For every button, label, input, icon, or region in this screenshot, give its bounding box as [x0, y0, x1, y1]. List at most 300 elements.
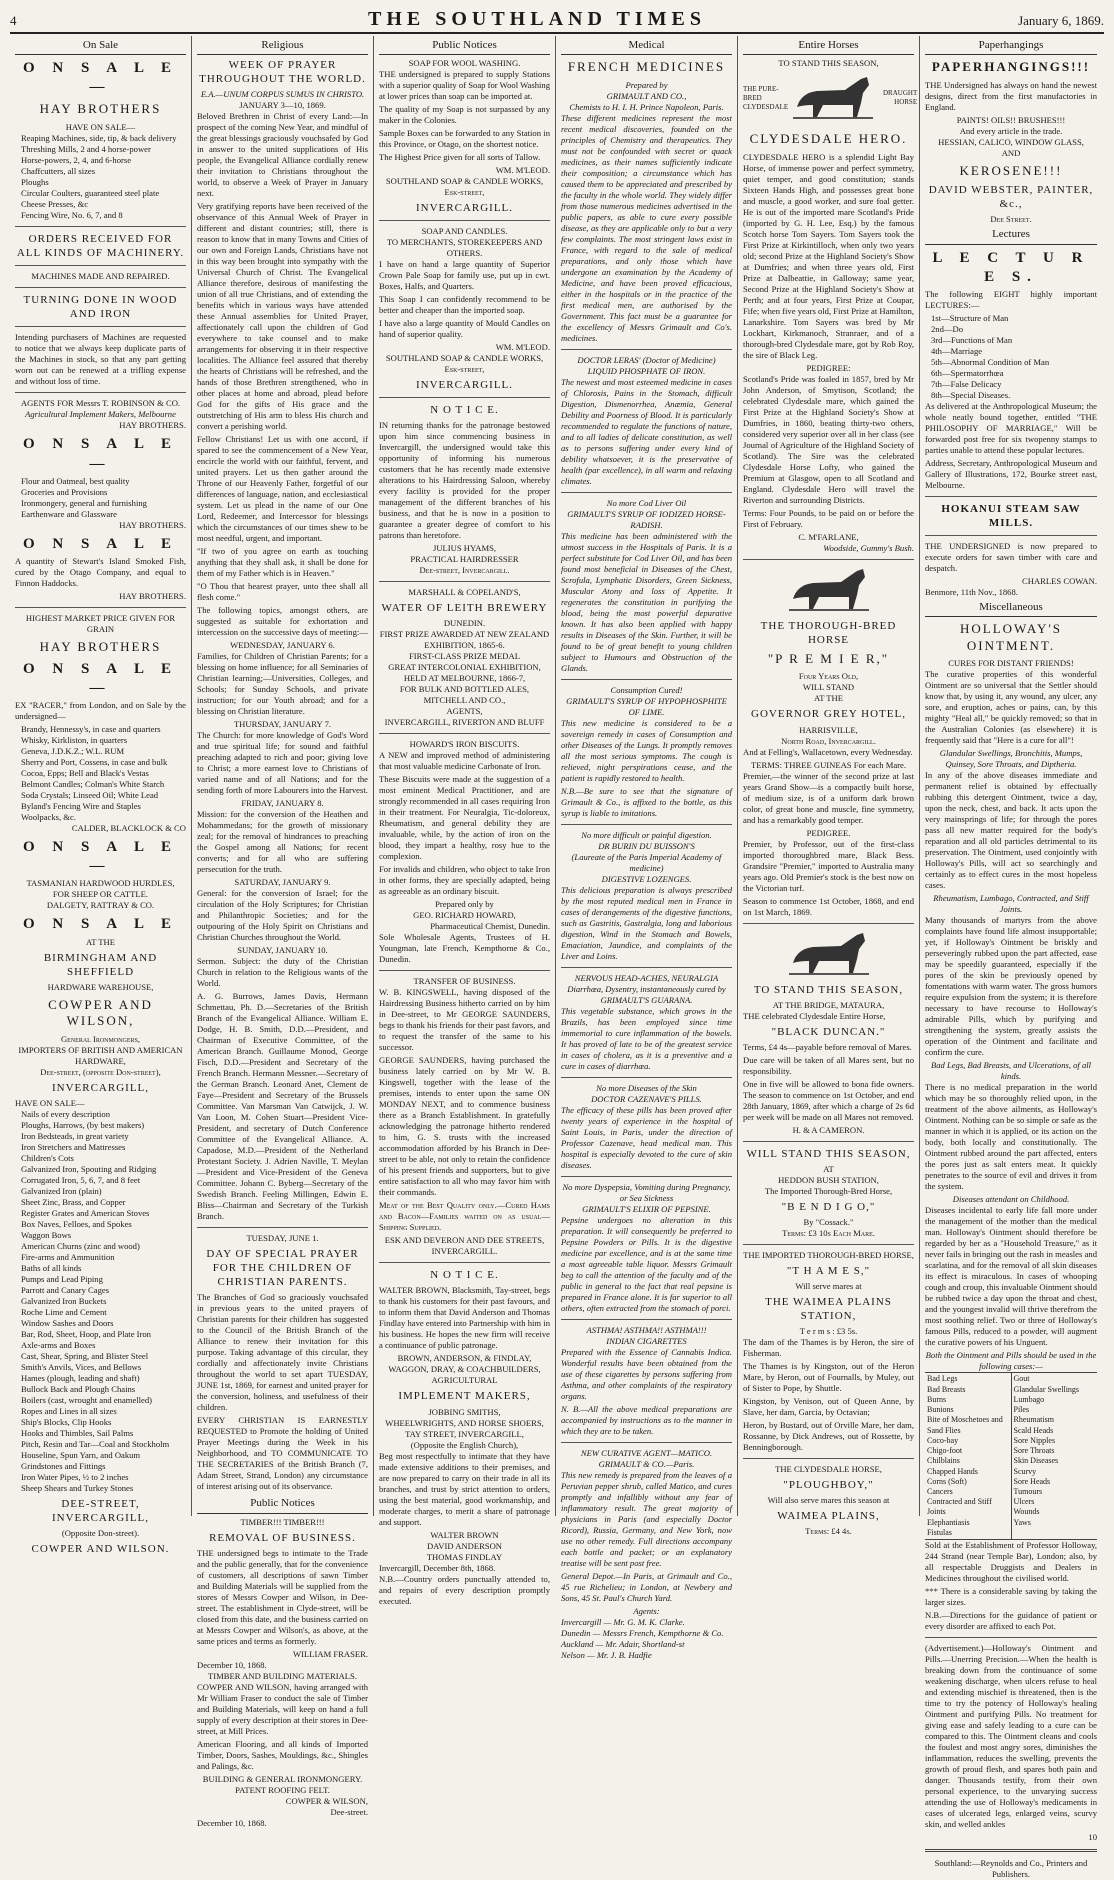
ad-heading: TASMANIAN HARDWOOD HURDLES, — [26, 878, 175, 889]
ad-heading: AGENTS FOR Messrs T. ROBINSON & CO. — [20, 398, 181, 409]
ailment-item: Bad Breasts — [927, 1384, 966, 1394]
list-item: Corrugated Iron, 5, 6, 7, and 8 feet — [21, 1175, 141, 1185]
ad-heading: GOVERNOR GREY HOTEL, — [751, 708, 906, 721]
ad-subtitle: E.A.—UNUM CORPUS SUMUS IN CHRISTO. — [200, 89, 365, 100]
list-item: Flour and Oatmeal, best quality — [21, 475, 130, 486]
horse-name: "PLOUGHBOY," — [783, 1479, 874, 1492]
horse-illustration-icon — [779, 565, 879, 615]
ailment-item: Contracted and Stiff Joints — [927, 1497, 992, 1517]
list-item: Fire-arms and Ammunition — [21, 1252, 115, 1262]
day-heading: FRIDAY, JANUARY 8. — [241, 798, 324, 809]
ad-signoff: DAVID WEBSTER, PAINTER, &c., — [928, 184, 1094, 211]
ad-subtitle: TAY STREET, INVERCARGILL, — [405, 1428, 524, 1439]
list-item: Ploughs, Harrows, (by best makers) — [21, 1120, 145, 1130]
day-text: The Church: for more knowledge of God's Word and true spiritual life; for sound and faithful preaching adapted to rich and poor; giving love to Christ; a more earnest love to Christians of varied name and of all Nations; and for the sending forth of more Labourers into the Harvest. — [197, 730, 368, 796]
medicine-title: DR BURIN DU BUISSON'S — [598, 840, 695, 851]
column-entire-horses — [738, 36, 920, 1537]
ad-text: Terms, £4 4s—payable before removal of Mares. — [743, 1041, 912, 1052]
ad-text: THE celebrated Clydesdale Entire Horse, — [743, 1010, 886, 1021]
ailment-item: Glandular Swellings — [1013, 1384, 1080, 1394]
medicine-subtitle: GRIMAULT & CO.—Paris. — [598, 1458, 695, 1469]
ad-text: Scotland's Pride was foaled in 1857, bred by Mr John Anderson, of Smytison, Scotland; the celebrated Clydesdale mare, which gained the First Prize at the Highland Society's Show at Dumfries, in 1860, beating thirty-two others, considered very superior over all in her class (see Journal of Agriculture of the Highland Society of Scotland). The Sire was the celebrated Clydesdale Horse Lofty, who gained the Premium at Glasgow, open to all Scotland and England. Clydesdale Hero will travel the Riverton and surrounding Districts. — [743, 373, 914, 505]
column-paperhangings — [920, 36, 1102, 1880]
ad-text: The curative properties of this wonderful Ointment are so universal that the Settler should know that, by using it, any wound, any ulcer, any sore, and eruption, aches or pains, can, by this mighty "Heal all," be quickly removed; so that in the Australian Colonies (as elsewhere) it is frequently said that "Here is a cure for all"! — [925, 669, 1097, 746]
medicine-text: This delicious preparation is always prescribed by the most reputed medical men in France in cases of derangements of the digestive functions, such as Gastritis, Gastralgia, long and laborious digestion, Wind in the Stomach and Bowels, Emaciation, Jaundice, and complaints of the Liver and Loins. — [561, 884, 732, 961]
ad-title: TO STAND THIS SEASON, — [753, 983, 904, 996]
ad-subtitle: Woodside, Gummy's Bush. — [823, 542, 914, 553]
day-text: Families, for Children of Christian Parents; for a blessing on home influence; for all Seminaries of Christian learning;—Universities, Colleges, and Schools; for Sunday Schools, and private instruction; for our Youth abroad; and for a blessing on Christian literature. — [197, 651, 368, 717]
ailment-item: Scald Heads — [1013, 1425, 1054, 1435]
ad-subtitle: Will also serve mares this season at — [767, 1495, 890, 1506]
ad-title: N O T I C E. — [430, 1269, 499, 1282]
ad-text: This Soap I can confidently recommend to be better and cheaper than the imported soap. — [379, 294, 550, 316]
horse-name: "P R E M I E R," — [767, 650, 890, 666]
medicine-heading: No more Cod Liver Oil — [606, 497, 687, 508]
ad-title: TO STAND THIS SEASON, — [778, 58, 879, 69]
ad-title: O N S A L E — [23, 535, 178, 552]
column-medical — [556, 36, 738, 1660]
ad-text: Premier,—the winner of the second prize at last years Grand Show—is a compactly built horse, of medium size, is of a uniform dark brown color, of great bone and muscle, fine symmetry, and has a remarkably good temper. — [743, 770, 914, 825]
ad-text: N.B.—Country orders punctually attended to, and repairs of every description promptly executed. — [379, 1573, 550, 1606]
list-item: 1st—Structure of Man — [931, 312, 1009, 323]
medicine-title: NERVOUS HEAD-ACHES, NEURALGIA — [574, 972, 719, 983]
day-heading: WEDNESDAY, JANUARY 6. — [230, 640, 335, 651]
ad-firm: COWPER AND WILSON, — [48, 996, 153, 1029]
medicine-text: This new medicine is considered to be a sovereign remedy in cases of Consumption and other Diseases of the Lungs. It promptly removes all the most serious symptoms. The cough is relieved, night perspirations cease, and the patient is rapidly restored to health. — [561, 717, 732, 783]
ad-subtitle: Dee Street. — [990, 214, 1032, 225]
ad-title: O N S A L E — — [23, 838, 178, 875]
ad-text: Sold at the Establishment of Professor Holloway, 244 Strand (near Temple Bar), London; also, by all respectable Druggists and Dealers in Medicines throughout the civilised world. — [925, 1540, 1097, 1584]
list-item: Earthenware and Glassware — [21, 508, 117, 519]
column-public-notices — [374, 36, 556, 1606]
medicine-title: GRIMAULT'S SYRUP OF HYPOPHOSPHITE OF LIME. — [566, 695, 727, 717]
ad-text: The dam of the Thames is by Heron, the sire of Fisherman. — [743, 1337, 914, 1359]
horse-illustration-icon — [779, 929, 879, 979]
ad-heading: IMPLEMENT MAKERS, — [398, 1390, 531, 1403]
list-item: Byland's Fencing Wire and Staples — [21, 800, 141, 811]
medicine-heading: Consumption Cured! — [610, 684, 683, 695]
signatories: A. G. Burrows, James Davis, Hermann Schmettau, Ph. D.—Secretaries of the British Branch of the Evangelical Alliance. William E. Dodge, H. B. Smith, D.D.—President, and Chairman of Executive Committee, of the American Branch. Guillaume Monod, George Fisch, D.D.—President and Secretary of the French Branch. Hermann Messner.—Secretary of the German Branch. Leonard Anet, Clement de Faye—President and Secretary of the Brussels Committee. Van Marsman Van Catwijck, J. W. Van Loon, M. Cohen Stuart—President Vice-President, and secretary of Dutch Conference Committee of the Evangelical Alliance. A. Capadose, M.D.—President of the Netherland Protestant Society. J. Adrien Naville, T. Meylan—President and Vice-President of the Geneva Committee. Johann C. Byberg—Secretary of the Swedish Branch. Feeling Millingen, Edwin E. Bliss—Chairman and Secretary of the Turkish Branch. — [197, 991, 368, 1222]
article-paragraph: Very gratifying reports have been received of the observance of this Annual Week of Prayer in different and distant countries; still, there is reason to know that in many Towns and Cities of our own and Foreign Lands, Christians have not in this way been brought into sympathy with the Universal Church of Christ. The Evangelical Alliance therefore, desirous of manifesting the union of all true Christians, and of extending the benefits which in various ways have attended these Annual assemblies for United Prayer, affectionately call upon the children of God everywhere to take counsel and to make arrangements for observing it in their respective localities. The Alliance feel assured that thereby the hearts of Christians will be refreshed, and the hands of those Brethren strengthened, who in other places at home and abroad, plead before God for the gifts of His grace and the outstretching of His arm to bless His church and convert a perishing world. — [197, 201, 368, 432]
ad-signoff: WM. M'LEOD. — [495, 342, 550, 353]
ad-subtitle: HAVE ON SALE— — [15, 1098, 85, 1108]
ad-heading: INVERCARGILL. — [415, 202, 514, 215]
list-item: Belmont Candles; Colman's White Starch — [21, 778, 165, 789]
medicine-heading: No more Dyspepsia, Vomiting during Pregnancy, or Sea Sickness — [562, 1181, 731, 1203]
ad-text: One in five will be allowed to bona fide owners. The season to commence on 1st October, and end 28th January, 1869, after which a charge of 2s 6d per week will be made on all Mares not removed. — [743, 1078, 914, 1122]
ad-subtitle: Chemists to H. I. H. Prince Napoleon, Paris. — [569, 101, 724, 112]
ailment-item: Sore Throats — [1013, 1446, 1055, 1456]
ad-text: Many thousands of martyrs from the above complaints have found life almost insupportable; yet, if Holloway's Ointment be briskly and perseveringly rubbed upon the part affected, ease may be speedily guaranteed, especially if the pores of the skin be previously opened by fomentations with warm water. The gross humors require expulsion from the system; it is therefore necessary to have recourse to Holloway's admirable Pills, which by purifying and strengthening the system, greatly assists the operation of the Ointment and facilitate and confirm the cure. — [925, 915, 1097, 1058]
column-header: Public Notices — [379, 36, 550, 55]
ad-signoff: HAY BROTHERS. — [119, 519, 186, 530]
agent-row: Dunedin — Messrs French, Kempthorne & Co. — [561, 1627, 724, 1638]
list-item: Roche Lime and Cement — [21, 1307, 107, 1317]
list-item: Ploughs — [21, 177, 49, 188]
printer-imprint: Southland:—Reynolds and Co., Printers and Publishers. — [934, 1858, 1088, 1880]
list-item: Window Sashes and Doors — [21, 1318, 114, 1328]
ad-number: 10 — [1088, 1832, 1097, 1843]
agent-row: Nelson — Mr. J. B. Hadfie — [561, 1649, 652, 1660]
masthead — [10, 8, 1104, 34]
ad-text: A NEW and improved method of administering that most valuable medicine Carbonate of Iron. — [379, 750, 550, 772]
ad-heading: GREAT INTERCOLONIAL EXHIBITION, — [388, 662, 541, 673]
ailment-item: Gout — [1013, 1374, 1030, 1384]
list-item: Houseline, Spun Yarn, and Oakum — [21, 1450, 141, 1460]
list-item: Sherry and Port, Cossens, in case and bulk — [21, 756, 168, 767]
ad-text: Heron, by Bustard, out of Orville Mare, her dam, Rossanne, by Dick Andrews, out of Rossette, by Benningborough. — [743, 1420, 914, 1453]
ad-heading: INVERCARGILL, — [51, 1081, 150, 1094]
ad-subtitle: FOR SHEEP OR CATTLE. — [52, 889, 149, 900]
ad-heading: THE WAIMEA PLAINS STATION, — [765, 1295, 892, 1323]
ad-heading: HELD AT MELBOURNE, 1866-7, — [403, 673, 526, 684]
ad-heading: T e r m s : £3 5s. — [799, 1326, 858, 1337]
ad-title: TRANSFER OF BUSINESS. — [413, 976, 516, 987]
column-header: On Sale — [15, 36, 186, 55]
ad-heading: SOUTHLAND SOAP & CANDLE WORKS, — [385, 353, 544, 364]
ailment-item: Chigo-foot — [927, 1446, 963, 1456]
ailment-item: Bunions — [927, 1405, 954, 1415]
ad-subtitle: Dee-street, Invercargill. — [419, 565, 510, 576]
medicine-text: Pepsine undergoes no alteration in this preparation. It will consequently be preferred to Pepsine Powders or Pills. It is the digestive medicine par excellence, and is at the same time a most agreeable table liquor. Messrs Grimault beg to call the attention of the faculty and of the public in general to the fact that real pepsine is prepared in France alone. It is far superior to all others, often extracted from the stomach of porci. — [561, 1214, 732, 1313]
ad-subtitle: HAVE ON SALE— — [65, 122, 136, 133]
ailment-item: Lumbago — [1013, 1394, 1045, 1404]
ad-subtitle: And every article in the trade. — [959, 125, 1063, 136]
list-item: Pumps and Lead Piping — [21, 1274, 103, 1284]
list-item: Whisky, Kirkliston, in quarters — [21, 734, 128, 745]
article-paragraph: The Branches of God so graciously vouchsafed in previous years to the united prayers of Christian parents for their children has suggested to the Council of the British Branch of the Alliance to renew their invitation for this purpose. Taking advantage of this circular, they cordially and affectionately invite Christians throughout the world to set apart TUESDAY, JUNE 1st, 1869, for earnest and united prayer for the conversion, holiness, and usefulness of their children. — [197, 1292, 368, 1413]
ad-text: In any of the above diseases immediate and permanent relief is obtained by effectually rubbing this detergent Ointment, twice a day, upon the neck, chest, and back. It acts upon the very mainsprings of life; for through the pores pass all new matter required for the body's reparation and all old particles detrimental to its preservation. The Ointment, used conjointly with Holloway's Pills, will act so searchingly and certainly as to effect cures in the most hopeless cases. — [925, 770, 1097, 891]
ad-heading: BROWN, ANDERSON, & FINDLAY, — [397, 1353, 532, 1364]
medicine-title: INDIAN CIGARETTES — [606, 1335, 687, 1346]
ad-text: The Thames is by Kingston, out of the Heron Mare, by Heron, out of Fournalls, by Muley, out of Sister to Pope, by Shuttle. — [743, 1361, 914, 1394]
list-item: Iron Bedsteads, in great variety — [21, 1131, 129, 1141]
list-item: Bullock Back and Plough Chains — [21, 1384, 136, 1394]
ad-heading: BUILDING & GENERAL IRONMONGERY. — [202, 1773, 363, 1784]
ad-text: Meat of the Best Quality only.—Cured Hams and Bacon—Families waited on as usual—Shipping Supplied. — [379, 1200, 550, 1233]
ad-heading: Rheumatism, Lumbago, Contracted, and Stiff Joints. — [933, 893, 1089, 915]
column-religious — [192, 36, 374, 1828]
ad-heading: Diseases attendant on Childhood. — [952, 1194, 1070, 1205]
medicine-heading: DOCTOR LERAS' (Doctor of Medicine) — [577, 354, 716, 365]
ailment-item: Tumours — [1013, 1487, 1043, 1496]
ad-subtitle: Esk-street, — [444, 364, 485, 375]
medicine-heading: No more Diseases of the Skin — [596, 1082, 697, 1093]
list-item: Groceries and Provisions — [21, 486, 108, 497]
ailment-item: Sore Heads — [1013, 1476, 1051, 1486]
list-item: Cast, Shear, Spring, and Blister Steel — [21, 1351, 149, 1361]
ad-subtitle: AT THE — [813, 693, 844, 704]
list-item: Brandy, Hennessy's, in case and quarters — [21, 723, 161, 734]
list-item: Geneva, J.D.K.Z.; W.L. RUM — [21, 745, 125, 756]
list-item: Fencing Wire, No. 6, 7, and 8 — [21, 210, 123, 221]
list-item: Boilers (cast, wrought and enamelled) — [21, 1395, 153, 1405]
list-item: Soda Crystals; Linseed Oil; White Lead — [21, 789, 159, 800]
ad-heading: KEROSENE!!! — [959, 162, 1063, 178]
ad-subtitle: Dee-street, (opposite Don-street), — [40, 1066, 161, 1077]
ad-title: SOAP AND CANDLES. — [421, 226, 508, 237]
ad-heading: GRIMAULT AND CO., — [606, 90, 687, 101]
ad-text: EX "RACER," from London, and on Sale by the undersigned— — [15, 699, 186, 721]
ad-text: These different medicines represent the most recent medical discoveries, founded on the principles of Chemistry and therapeutics. They must not be confounded with secret or quack medicines, as their names sufficiently indicate their composition; a circumstance which has caused them to be appreciated and prescribed by the faculty in the whole world. They widely differ from those numerous medicines advertised in the public papers, as able to cure every possible disease, as they are applicable only to but a very few complaints. The most stringent laws exist in France, with regard to the sale of medical preparations, and only those which have undergone an examination by the Academy of Medicine, and have been proved efficacious, either in the hospitals or in the practice of the first medical men, are authorised by the Government. This fact must be a guarantee for the excellency of Messrs Grimault and Co's. medicines. — [561, 112, 732, 343]
ad-title: HOKANUI STEAM SAW MILLS. — [941, 502, 1081, 530]
medicine-text: The efficacy of these pills has been proved after twenty years of experience in the hospital of Saint Louis, in Paris, under the direction of Professor Cazenave, head medical man. This hospital is especially devoted to the cure of skin diseases. — [561, 1104, 732, 1170]
list-item: Circular Coulters, guaranteed steel plate — [21, 188, 160, 199]
ad-heading: MITCHELL AND CO., — [423, 695, 506, 706]
agent-row: Auckland — Mr. Adair, Shortland-st — [561, 1638, 685, 1649]
column-header: Entire Horses — [743, 36, 914, 55]
list-item: Nails of every description — [21, 1109, 111, 1119]
ad-subtitle: HARDWARE WAREHOUSE, — [47, 981, 154, 992]
day-text: Sermon. Subject: the duty of the Christian Church in relation to the Religious wants of the World. — [197, 956, 368, 989]
ad-text: Season to commence 1st October, 1868, and end on 1st March, 1869. — [743, 895, 914, 917]
ad-text: THE undersigned is prepared to supply Stations with a superior quality of Soap for Wool Washing at lower prices than soap can be imported at. — [379, 69, 550, 102]
ad-heading: INVERCARGILL. — [415, 379, 514, 392]
column-header: Miscellaneous — [925, 598, 1097, 617]
medicine-heading: ASTHMA! ASTHMA!! ASTHMA!!! — [586, 1324, 707, 1335]
list-item: Parrott and Canary Cages — [21, 1285, 110, 1295]
list-item: Iron Water Pipes, ½ to 2 inches — [21, 1472, 129, 1482]
medicine-text: This new remedy is prepared from the leaves of a Peruvian pepper shrub, called Matico, and cures promptly and infallibly without any fear of inflammatory result. The great majority of physicians in Paris (and especially Doctor Ricord), Russia, Germany, and New York, now use no other remedy. Full directions accompany each bottle and packet; or an explanatory treatise will be sent post free. — [561, 1469, 732, 1568]
list-item: 3rd—Functions of Man — [931, 334, 1013, 345]
ad-text: *** There is a considerable saving by taking the larger sizes. — [925, 1586, 1097, 1608]
list-item: Cheese Presses, &c — [21, 199, 89, 210]
ailment-item: Yaws — [1013, 1517, 1031, 1527]
column-header: Religious — [197, 36, 368, 55]
medicine-title: GRIMAULT'S SYRUP OF IODIZED HORSE-RADISH. — [567, 508, 726, 530]
ailment-item: Bite of Moschetoes and Sand Flies — [927, 1415, 1003, 1435]
ad-signoff: CHARLES COWAN. — [1022, 576, 1097, 587]
ailments-column-left — [925, 1373, 1012, 1539]
ad-subtitle: (Opposite Don-street). — [61, 1528, 140, 1539]
ad-text: I have on hand a large quantity of Superior Crown Pale Soap for family use, put up in cwt. Boxes, Halfs, and Quarters. — [379, 259, 550, 292]
ad-signoff: C. M'FARLANE, — [798, 531, 859, 542]
day-heading: SATURDAY, JANUARY 9. — [234, 877, 331, 888]
ad-heading: FIRST PRIZE AWARDED AT NEW ZEALAND EXHIBITION, 1865-6. — [379, 629, 550, 651]
ad-subtitle: WHEELWRIGHTS, AND HORSE SHOERS, — [385, 1417, 544, 1428]
ad-text: Intending purchasers of Machines are requested to notice that we always keep duplicate parts of the Machines in stock, so that any part getting worn out can be renewed at a trifling expense and without loss of time. — [15, 332, 186, 387]
ad-heading: PATENT ROOFING FELT. — [235, 1784, 330, 1795]
ailment-item: Chapped Hands — [927, 1466, 978, 1476]
ad-text: IN returning thanks for the patronage bestowed upon him since commencing business in Invercargill, the undersigned would take this opportunity of informing his numerous customers that he has recently made extensive alterations to his Hairdressing Saloon, whereby every facility is provided for the proper management of the different branches of his business, and that he is now in a position to guarantee a greater degree of comfort to his patrons than heretofore. — [379, 420, 550, 541]
ad-title: TIMBER AND BUILDING MATERIALS. — [208, 1670, 357, 1681]
ad-heading: WILL STAND — [802, 682, 855, 693]
article-quote: "If two of you agree on earth as touching anything that they shall ask, it shall be done for them of my Father which is in Heaven." — [197, 546, 368, 579]
ailment-item: Corns (Soft) — [927, 1476, 967, 1486]
ad-text: The following EIGHT highly important LECTURES:— — [925, 288, 1097, 310]
ailment-item: Coco-bay — [927, 1435, 959, 1445]
ad-title: WEEK OF PRAYER THROUGHOUT THE WORLD. — [199, 59, 366, 86]
ad-signoff: WALTER BROWN — [430, 1529, 499, 1540]
medicine-text: This medicine has been administered with the utmost success in the Hospitals of Paris. It is a perfect substitute for Cod Liver Oil, and has been found most beneficial in Diseases of the Chest, Scrofula, Lymphatic Disorders, Green Sickness, Muscular Atony and loss of Appetite. It regenerates the constitution in purifying the blood, being the most powerful depurative known. It has also been applied with happy results in Diseases of the Skin. Further, it will be found to be of great benefit to young children subject to Humours and Obstruction of the Glands. — [561, 530, 732, 673]
ailment-item: Bad Legs — [927, 1374, 958, 1384]
medicine-text: N. B.—All the above medical preparations are accompanied by instructions as to the manner in which they are to be taken. — [561, 1403, 732, 1436]
ad-text: A quantity of Stewart's Island Smoked Fish, cured by the Otago Company, and equal to Finnon Haddocks. — [15, 555, 186, 588]
ailment-item: Ulcers — [1013, 1497, 1035, 1507]
article-paragraph: Fellow Christians! Let us with one accord, if spared to see the commencement of a New Year, encircle the world with our faithful, fervent, and united prayers. Let us then gather around the Throne of our Heavenly Father, forgetful of our differences of language, nation, and ecclesiastical system. Let us plead in the name of our One Lord, Redeemer, and Intercessor for blessings which the circumstances of our times shew to be most needful, urgent, and important. — [197, 434, 368, 544]
medicine-text: N.B.—Be sure to see that the signature of Grimault & Co., is affixed to the bottle, as this syrup is liable to imitations. — [561, 785, 732, 818]
ad-heading: Terms: £4 4s. — [805, 1526, 852, 1537]
list-item: Baths of all kinds — [21, 1263, 82, 1273]
ad-subtitle: Will serve mares at — [795, 1280, 862, 1291]
medicine-text: This vegetable substance, which grows in the Brazils, has been employed since time immemorial to cure inflammation of the bowels. It has proved of late to be of the greatest service in cases of cholera, as it is a preventive and a cure in cases of diarrhœa. — [561, 1005, 732, 1071]
list-item: Grindstones and Fittings — [21, 1461, 106, 1471]
ad-text: Premier, by Professor, out of the first-class imported thoroughbred mare, Black Bess. Grandsire "Premier," imported to Australia many years ago. Old Premier's stock is the best now on the Victorian turf. — [743, 838, 914, 893]
ad-date: December 10, 1868. — [197, 1817, 267, 1828]
column-on-sale — [10, 36, 192, 1556]
ad-signoff: COWPER & WILSON, — [285, 1795, 368, 1806]
ad-title: N O T I C E. — [430, 404, 499, 417]
column-header: Lectures — [925, 225, 1097, 244]
ad-heading: AT THE BRIDGE, MATAURA, — [772, 999, 885, 1010]
agents-heading: Agents: — [633, 1605, 660, 1616]
ad-date: Benmore, 11th Nov., 1868. — [925, 587, 1018, 598]
ad-subtitle: PEDIGREE: — [806, 362, 851, 373]
ailment-item: Piles — [1013, 1405, 1030, 1415]
medicine-text: The newest and most esteemed medicine in cases of Chlorosis, Pains in the Stomach, difficult Digestion, Dismenorrhea, Anæmia, General Debility and Poorness of Blood. It is particularly recommended to regulate the functions of nature, and to all ladies of delicate constitution, as well as to persons suffering under every kind of debility whatsoever, it is the preservative of health (par excellence), in all warm and relaxing climates. — [561, 376, 732, 486]
day-text: General: for the conversion of Israel; for the circulation of the Holy Scriptures; for Christian and Philanthropic Societies; and for the outpouring of the Holy Spirit on Christians and Christian Churches throughout the World. — [197, 888, 368, 943]
list-item: Sheep Shears and Turkey Stones — [21, 1483, 134, 1493]
list-item: Horse-powers, 2, 4, and 6-horse — [21, 155, 132, 166]
list-item: Axle-arms and Boxes — [21, 1340, 96, 1350]
ad-text: Diseases incidental to early life fall more under the management of the mother than the medical man. Holloway's Ointment should therefore be regarded by her as a "Household Treasure," as it never fails in bringing out the rash in measles and scarlatina, and for the removal of all skin diseases its effect is miraculous. In cases of whooping cough and croup, this invaluable Ointment should be rubbed twice a day upon the throat and chest, and the youngest invalid will thrive therefrom the most soothing relief. Two or three of Holloway's famous Pills, reduced to a powder, will augment the curative powers of his Unguent. — [925, 1205, 1097, 1348]
ad-text: Address, Secretary, Anthropological Museum and Gallery of Illustrations, 172, Bourke street east, Melbourne. — [925, 457, 1097, 490]
medicine-text: Prepared with the Essence of Cannabis Indica. Wonderful results have been obtained from the use of these cigarettes by persons suffering from Asthma, and other complaints of the respiratory organs. — [561, 1346, 732, 1401]
article-quote: "O Thou that hearest prayer, unto thee shall all flesh come." — [197, 581, 368, 603]
ad-subtitle: AT THE — [85, 936, 116, 947]
list-item: 4th—Marriage — [931, 345, 983, 356]
ad-subtitle: By "Cossack." — [803, 1216, 854, 1227]
ad-heading: TERMS: THREE GUINEAS For each Mare. — [751, 759, 906, 770]
list-item: 2nd—Do — [931, 323, 963, 334]
ad-text: Sole Wholesale Agents, Trustees of H. Youngman, late French, Kempthorne & Co., Dunedin. — [379, 932, 550, 965]
column-header: Paperhangings — [925, 36, 1097, 55]
newspaper-title: THE SOUTHLAND TIMES — [367, 8, 707, 30]
ad-signoff: CALDER, BLACKLOCK & CO — [71, 822, 186, 833]
article-paragraph: The following topics, amongst others, are suggested as suitable for exhortation and intercession on the successive days of meeting:— — [197, 605, 368, 638]
ad-signoff: DALGETY, RATTRAY & CO. — [46, 900, 155, 911]
ad-firm: HAY BROTHERS — [39, 638, 162, 654]
ad-subtitle: PEDIGREE. — [806, 827, 851, 838]
ad-heading: BIRMINGHAM AND SHEFFIELD — [43, 951, 158, 978]
ad-text: I have also a large quantity of Mould Candles on hand of superior quality. — [379, 318, 550, 340]
ad-heading: COWPER AND WILSON. — [31, 1543, 170, 1556]
list-item: Reaping Machines, side, tip, & back delivery — [21, 133, 177, 144]
ad-text: There is no medical preparation in the world which may be so thoroughly relied upon, in the treatment of the above ailments, as Holloway's Ointment. Nothing can be so simple or safe as the manner in which it is applied, or its action on the body, both locally and constitutionally. The Ointment rubbed around the part affected, enters the pores just as salt enters meat. It quickly penetrates to the source of evil and drives it from the system. — [925, 1082, 1097, 1192]
ad-heading: HIGHEST MARKET PRICE GIVEN FOR GRAIN — [25, 612, 176, 634]
ailment-item: Elephantiasis — [927, 1517, 970, 1527]
ad-heading: Glandular Swellings, Bronchitis, Mumps, Quinsey, Sore Throats, and Diptheria. — [939, 748, 1083, 770]
ad-heading: HESSIAN, CALICO, WINDOW GLASS, — [938, 136, 1084, 147]
medicine-title: GRIMAULT'S ELIXIR OF PEPSINE. — [582, 1203, 711, 1214]
ad-signoff: Dee-street. — [330, 1806, 368, 1817]
ad-subtitle: JANUARY 3—10, 1869. — [239, 100, 326, 111]
ad-subtitle: CURES FOR DISTANT FRIENDS! — [948, 658, 1074, 669]
list-item: Smith's Anvils, Vices, and Bellows — [21, 1362, 142, 1372]
ad-title: THE CLYDESDALE HORSE, — [775, 1464, 882, 1475]
issue-date: January 6, 1869. — [1018, 13, 1104, 28]
ailment-item: Scurvy — [1013, 1466, 1037, 1476]
ad-text: The quality of my Soap is not surpassed by any maker in the Colonies. — [379, 104, 550, 126]
ad-heading: WAGGON, DRAY, & COACHBUILDERS, — [388, 1364, 541, 1375]
column-header: Medical — [561, 36, 732, 55]
list-item: Hooks and Thimbles, Sail Palms — [21, 1428, 134, 1438]
ad-title: O N S A L E — [23, 916, 178, 933]
ad-heading: Bad Legs, Bad Breasts, and Ulcerations, of all kinds. — [930, 1060, 1092, 1082]
ad-title: REMOVAL OF BUSINESS. — [209, 1531, 356, 1544]
list-item: Waggon Bows — [21, 1230, 72, 1240]
medicine-title: LIQUID PHOSPHATE OF IRON. — [587, 365, 706, 376]
agent-row: Invercargill — Mr. G. M. K. Clarke. — [561, 1616, 685, 1627]
ad-title: TIMBER!!! TIMBER!!! — [240, 1516, 325, 1527]
article-paragraph: EVERY CHRISTIAN IS EARNESTLY REQUESTED to Promote the holding of United Prayer Meetings during the Week in his Neighborhood, and TO COMMUNICATE TO THE SECRETARIES of the British Branch (7, Adam Street, Strand, London) any circumstance of interest arising out of its observance. — [197, 1415, 368, 1492]
list-item: Woolpacks, &c. — [21, 811, 76, 822]
ad-subtitle: Four Years Old, — [798, 671, 859, 682]
ad-signoff: WM. M'LEOD. — [495, 165, 550, 176]
ad-subtitle: Pharmaceutical Chemist, Dunedin. — [430, 921, 550, 932]
ailment-item: Wounds — [1013, 1507, 1040, 1517]
ailment-item: Burns — [927, 1394, 947, 1404]
medicine-subtitle: (Laureate of the Paris Imperial Academy of medicine) — [571, 851, 722, 873]
ad-heading: FIRST-CLASS PRIZE MEDAL — [409, 651, 520, 662]
ad-heading: MARSHALL & COPELAND'S, — [408, 587, 521, 598]
ad-heading: SOUTHLAND SOAP & CANDLE WORKS, — [385, 176, 544, 187]
ad-subtitle: IMPORTERS OF BRITISH AND AMERICAN HARDWARE, — [18, 1044, 183, 1066]
ad-subtitle: General Ironmongers, — [60, 1033, 141, 1044]
ailment-item: Rheumatism — [1013, 1415, 1054, 1425]
horse-illustration-icon — [783, 73, 883, 123]
horse-name: "BLACK DUNCAN." — [771, 1025, 886, 1038]
list-item: 8th—Special Diseases. — [931, 389, 1011, 400]
horse-name: CLYDESDALE HERO. — [749, 131, 908, 147]
ad-subtitle: TO MERCHANTS, STOREKEEPERS AND OTHERS. — [386, 237, 543, 259]
ad-heading: DUNEDIN. — [443, 618, 486, 629]
ad-heading: ORDERS RECEIVED FOR ALL KINDS OF MACHINERY. — [16, 233, 185, 260]
ad-subtitle: AT — [823, 1163, 834, 1174]
list-item: Cocoa, Epps; Bell and Black's Vestas — [21, 767, 149, 778]
column-header: Public Notices — [197, 1494, 368, 1513]
ad-title: L E C T U R E S. — [932, 249, 1090, 285]
ad-signoff: WILLIAM FRASER. — [293, 1648, 368, 1659]
list-item: Iron Stretchers and Mattresses — [21, 1142, 126, 1152]
ad-title: DAY OF SPECIAL PRAYER FOR THE CHILDREN OF CHRISTIAN PARENTS. — [206, 1248, 359, 1289]
ad-text: (Advertisement.)—Holloway's Ointment and Pills.—Unerring Precision.—When the health is breaking down from the continuance of some weakening discharge, when ulcers refuse to heal and extending mischief is threatened, then is the time to try the potency of Holloway's healing Ointment and purifying Pills. No treatment for giving ease and safely leading to a cure can be compared to this. The Ointment cleans and cools the foulest and most angry sores, diminishes the inflammation, reduces the swelling, prevents the growth of proud flesh, and spares both pain and danger. Thousands testify, from their own personal experience, to the unvarying success attending the use of Holloway's medicaments in cases of ulcerated legs, enlarged veins, scurvy skin, and welled ankles — [925, 1643, 1097, 1830]
ad-text: Due care will be taken of all Mares sent, but no responsibility. — [743, 1054, 914, 1076]
list-item: Children's Cots — [21, 1153, 74, 1163]
medicine-title: GRIMAULT'S GUARANA. — [600, 994, 693, 1005]
ad-text: THE undersigned begs to intimate to the Trade and the public generally, that for the convenience of customers, all descriptions of sawn Timber and Building Materials will be supplied from the stores of Messrs Cowper and Wilson, in Dee-street. The establishment in Clyde-street, will be closed from this date, and the business carried on at Messrs Cowper and Wilson's, as above, at the same prices and terms as formerly. — [197, 1547, 368, 1646]
list-item: 6th—Spermatorrhœa — [931, 367, 1004, 378]
ad-heading: ESK AND DEVERON AND DEE STREETS, INVERCARGILL. — [384, 1235, 545, 1257]
ad-heading: PAINTS! OILS!! BRUSHES!!! — [956, 114, 1066, 125]
ad-title: O N S A L E — — [23, 60, 178, 96]
ad-signoff: JULIUS HYAMS, — [432, 543, 497, 554]
list-item: American Churns (zinc and wood) — [21, 1241, 140, 1251]
list-item: Ironmongery, general and furnishing — [21, 497, 147, 508]
ad-heading: WAIMEA PLAINS, — [777, 1510, 880, 1523]
horse-name: "B E N D I G O," — [781, 1200, 876, 1213]
ailment-item: Sore Nipples — [1013, 1435, 1056, 1445]
ad-title: PAPERHANGINGS!!! — [931, 59, 1091, 75]
ad-heading: Terms: £3 10s Each Mare. — [782, 1227, 875, 1238]
ailments-column-right — [1012, 1373, 1098, 1539]
ad-date: December 10, 1868. — [197, 1659, 267, 1670]
ad-text: COWPER AND WILSON, having arranged with Mr William Fraser to conduct the sale of Timber and Building Materials, will keep on hand a full supply of every description at their stores in Dee-street, at Mill Prices. — [197, 1681, 368, 1736]
ad-subtitle: Prepared by — [625, 79, 668, 90]
list-item: Threshing Mills, 2 and 4 horse-power — [21, 144, 151, 155]
day-text: Mission: for the conversion of the Heathen and Mohammedans; for the growth of missionary zeal; for the removal of hindrances to preaching the Gospel among all Nations; for recent converts; and for all who are suffering persecution for the truth. — [197, 809, 368, 875]
ad-title: O N S A L E — — [23, 436, 178, 472]
